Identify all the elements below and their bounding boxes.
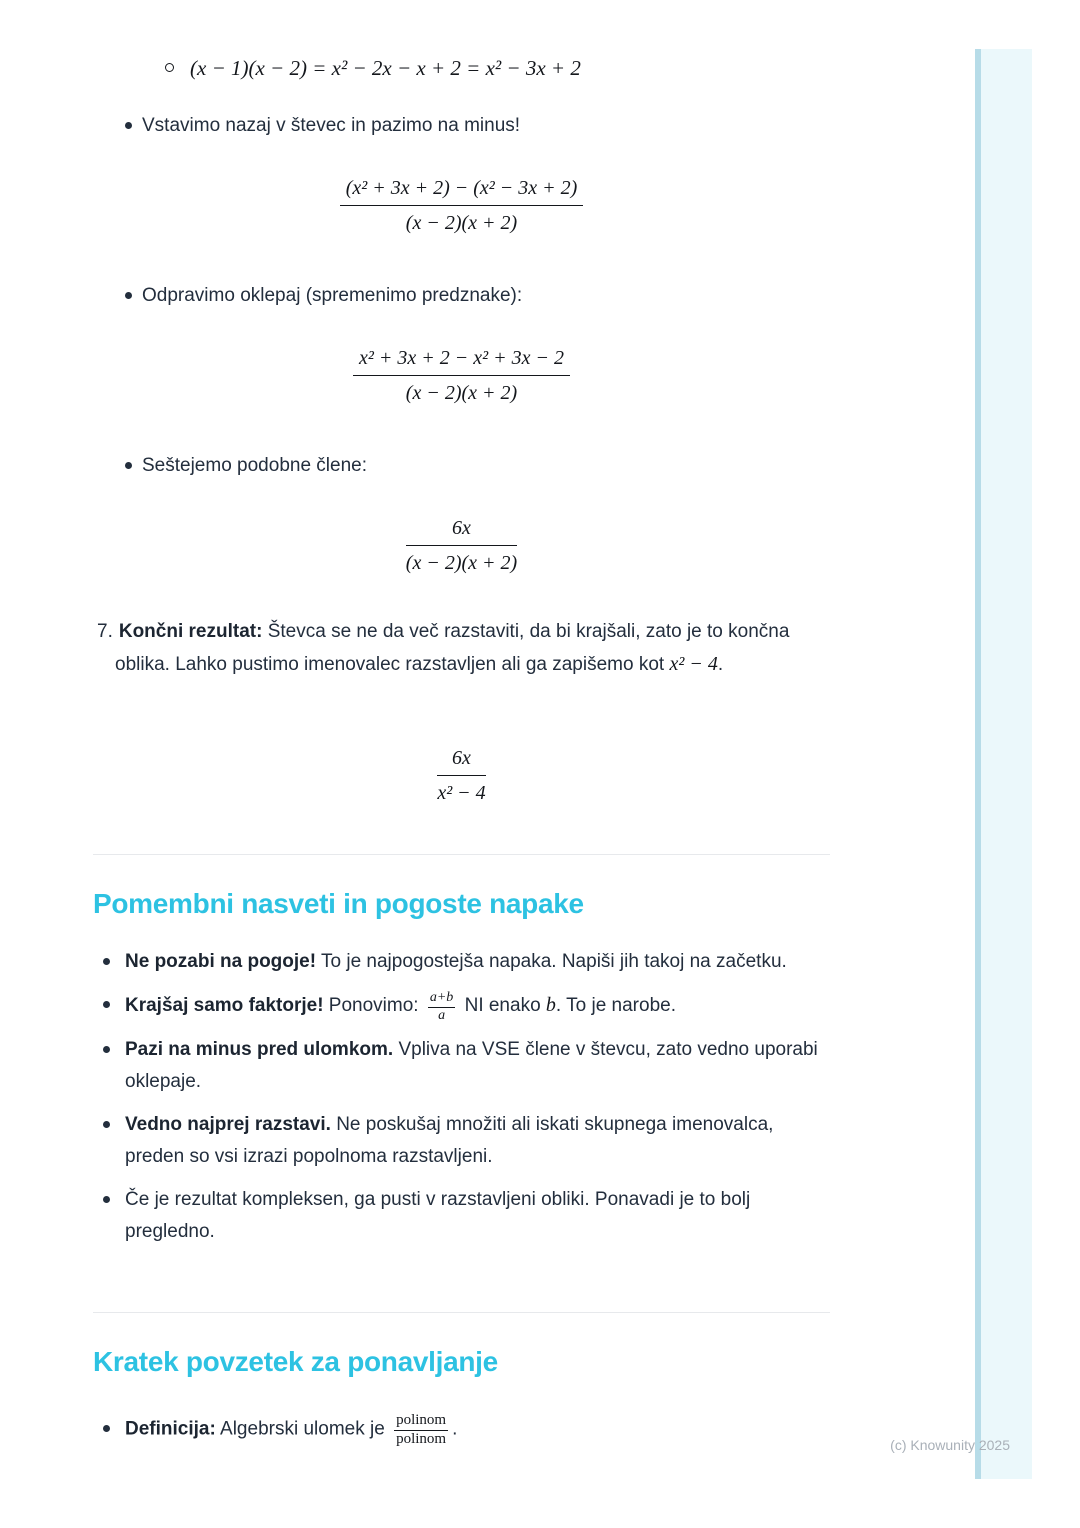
scrollbar-track[interactable] (975, 49, 1032, 1479)
tips-section-heading: Pomembni nasveti in pogoste napake (93, 888, 584, 919)
inline-fraction-a-plus-b-over-a: $\frac{a+b}{a}$ (429, 990, 454, 1023)
inline-math-b: b (545, 994, 556, 1016)
section-divider (93, 854, 830, 855)
tip-text: To je najpogostejša napaka. Napiši jih takoj na začetku. (316, 951, 787, 972)
tip-text: Ponovimo: (323, 995, 424, 1016)
section-divider (93, 1312, 830, 1313)
step-number: 7. (97, 621, 113, 642)
tip-text: . To je narobe. (555, 995, 676, 1016)
bullet-marker (103, 1046, 110, 1053)
tip-bold: Pazi na minus pred ulomkom. (125, 1039, 394, 1061)
display-fraction-brackets (93, 345, 830, 406)
fraction-denominator: (x − 2)(x + 2) (405, 382, 518, 404)
fraction-numerator: 6x (437, 745, 485, 776)
tip-cancel-factors (103, 989, 825, 1023)
definition-bold: Definicija: (125, 1418, 216, 1440)
bullet-marker (125, 292, 132, 299)
summary-section-heading: Kratek povzetek za ponavljanje (93, 1346, 498, 1377)
step-bold-label: Končni rezultat: (118, 621, 263, 642)
tip-leave-factored (103, 1184, 825, 1248)
bullet-marker (125, 122, 132, 129)
tip-bold: Krajšaj samo faktorje! (125, 995, 324, 1016)
definition-text: Algebrski ulomek je (215, 1418, 391, 1440)
definition-period: . (452, 1418, 458, 1440)
bullet-marker (103, 958, 110, 965)
fraction-numerator: 6x (406, 515, 517, 546)
tip-factor-first (103, 1109, 825, 1173)
bullet-insert-text: Vstavimo nazaj v števec in pazimo na minus! (142, 115, 521, 136)
tip-text: NI enako (459, 995, 546, 1016)
tip-bold: Ne pozabi na pogoje! (125, 951, 317, 972)
display-fraction-final (93, 745, 830, 806)
bullet-insert-numerator (125, 110, 520, 141)
bullet-marker (103, 1425, 110, 1432)
step-period: . (717, 654, 724, 675)
tip-text: Vpliva na VSE člene v števcu, zato vedno uporabi oklepaje. (125, 1039, 818, 1093)
fraction-denominator: (x − 2)(x + 2) (405, 552, 518, 574)
copyright-notice: (c) Knowunity 2025 (890, 1437, 1010, 1453)
bullet-marker (103, 1196, 110, 1203)
bullet-combine-terms (125, 450, 367, 481)
fraction-denominator: x² − 4 (437, 782, 486, 804)
fraction-numerator: (x² + 3x + 2) − (x² − 3x + 2) (340, 175, 584, 206)
display-fraction-combined (93, 515, 830, 576)
sub-bullet-formula-row (165, 53, 581, 84)
bullet-remove-brackets (125, 280, 522, 311)
tip-conditions (103, 946, 825, 978)
bullet-combine-text: Seštejemo podobne člene: (142, 455, 367, 476)
tip-minus-before-fraction (103, 1034, 825, 1098)
bullet-marker (103, 1121, 110, 1128)
fraction-denominator: (x − 2)(x + 2) (405, 212, 518, 234)
step-text: Števca se ne da več razstaviti, da bi krajšali, zato je to končna oblika. Lahko pustimo imenovalec razstavljen ali ga zapišemo kot (115, 621, 790, 675)
display-fraction-insert (93, 175, 830, 236)
step-7-final-result (97, 616, 815, 681)
tip-bold: Vedno najprej razstavi. (125, 1114, 331, 1136)
bullet-marker (103, 1001, 110, 1008)
fraction-numerator: x² + 3x + 2 − x² + 3x − 2 (353, 345, 570, 376)
circle-bullet-marker (165, 63, 174, 72)
bullet-marker (125, 462, 132, 469)
inline-fraction-polinom-over-polinom: $\frac{\text{polinom}}{\text{polinom}}$ (396, 1412, 447, 1447)
bullet-brackets-text: Odpravimo oklepaj (spremenimo predznake): (142, 285, 523, 306)
tip-text: Če je rezultat kompleksen, ga pusti v razstavljeni obliki. Ponavadi je to bolj pregledno. (125, 1189, 751, 1243)
tips-list (103, 946, 825, 1259)
inline-math-x2-minus-4: x² − 4 (669, 653, 718, 675)
expansion-formula: (x − 1)(x − 2) = x² − 2x − x + 2 = x² − 3x + 2 (190, 56, 581, 80)
summary-definition-item (103, 1413, 825, 1448)
tip-text: Ne poskušaj množiti ali iskati skupnega imenovalca, preden so vsi izrazi popolnoma razstavljeni. (125, 1114, 774, 1168)
